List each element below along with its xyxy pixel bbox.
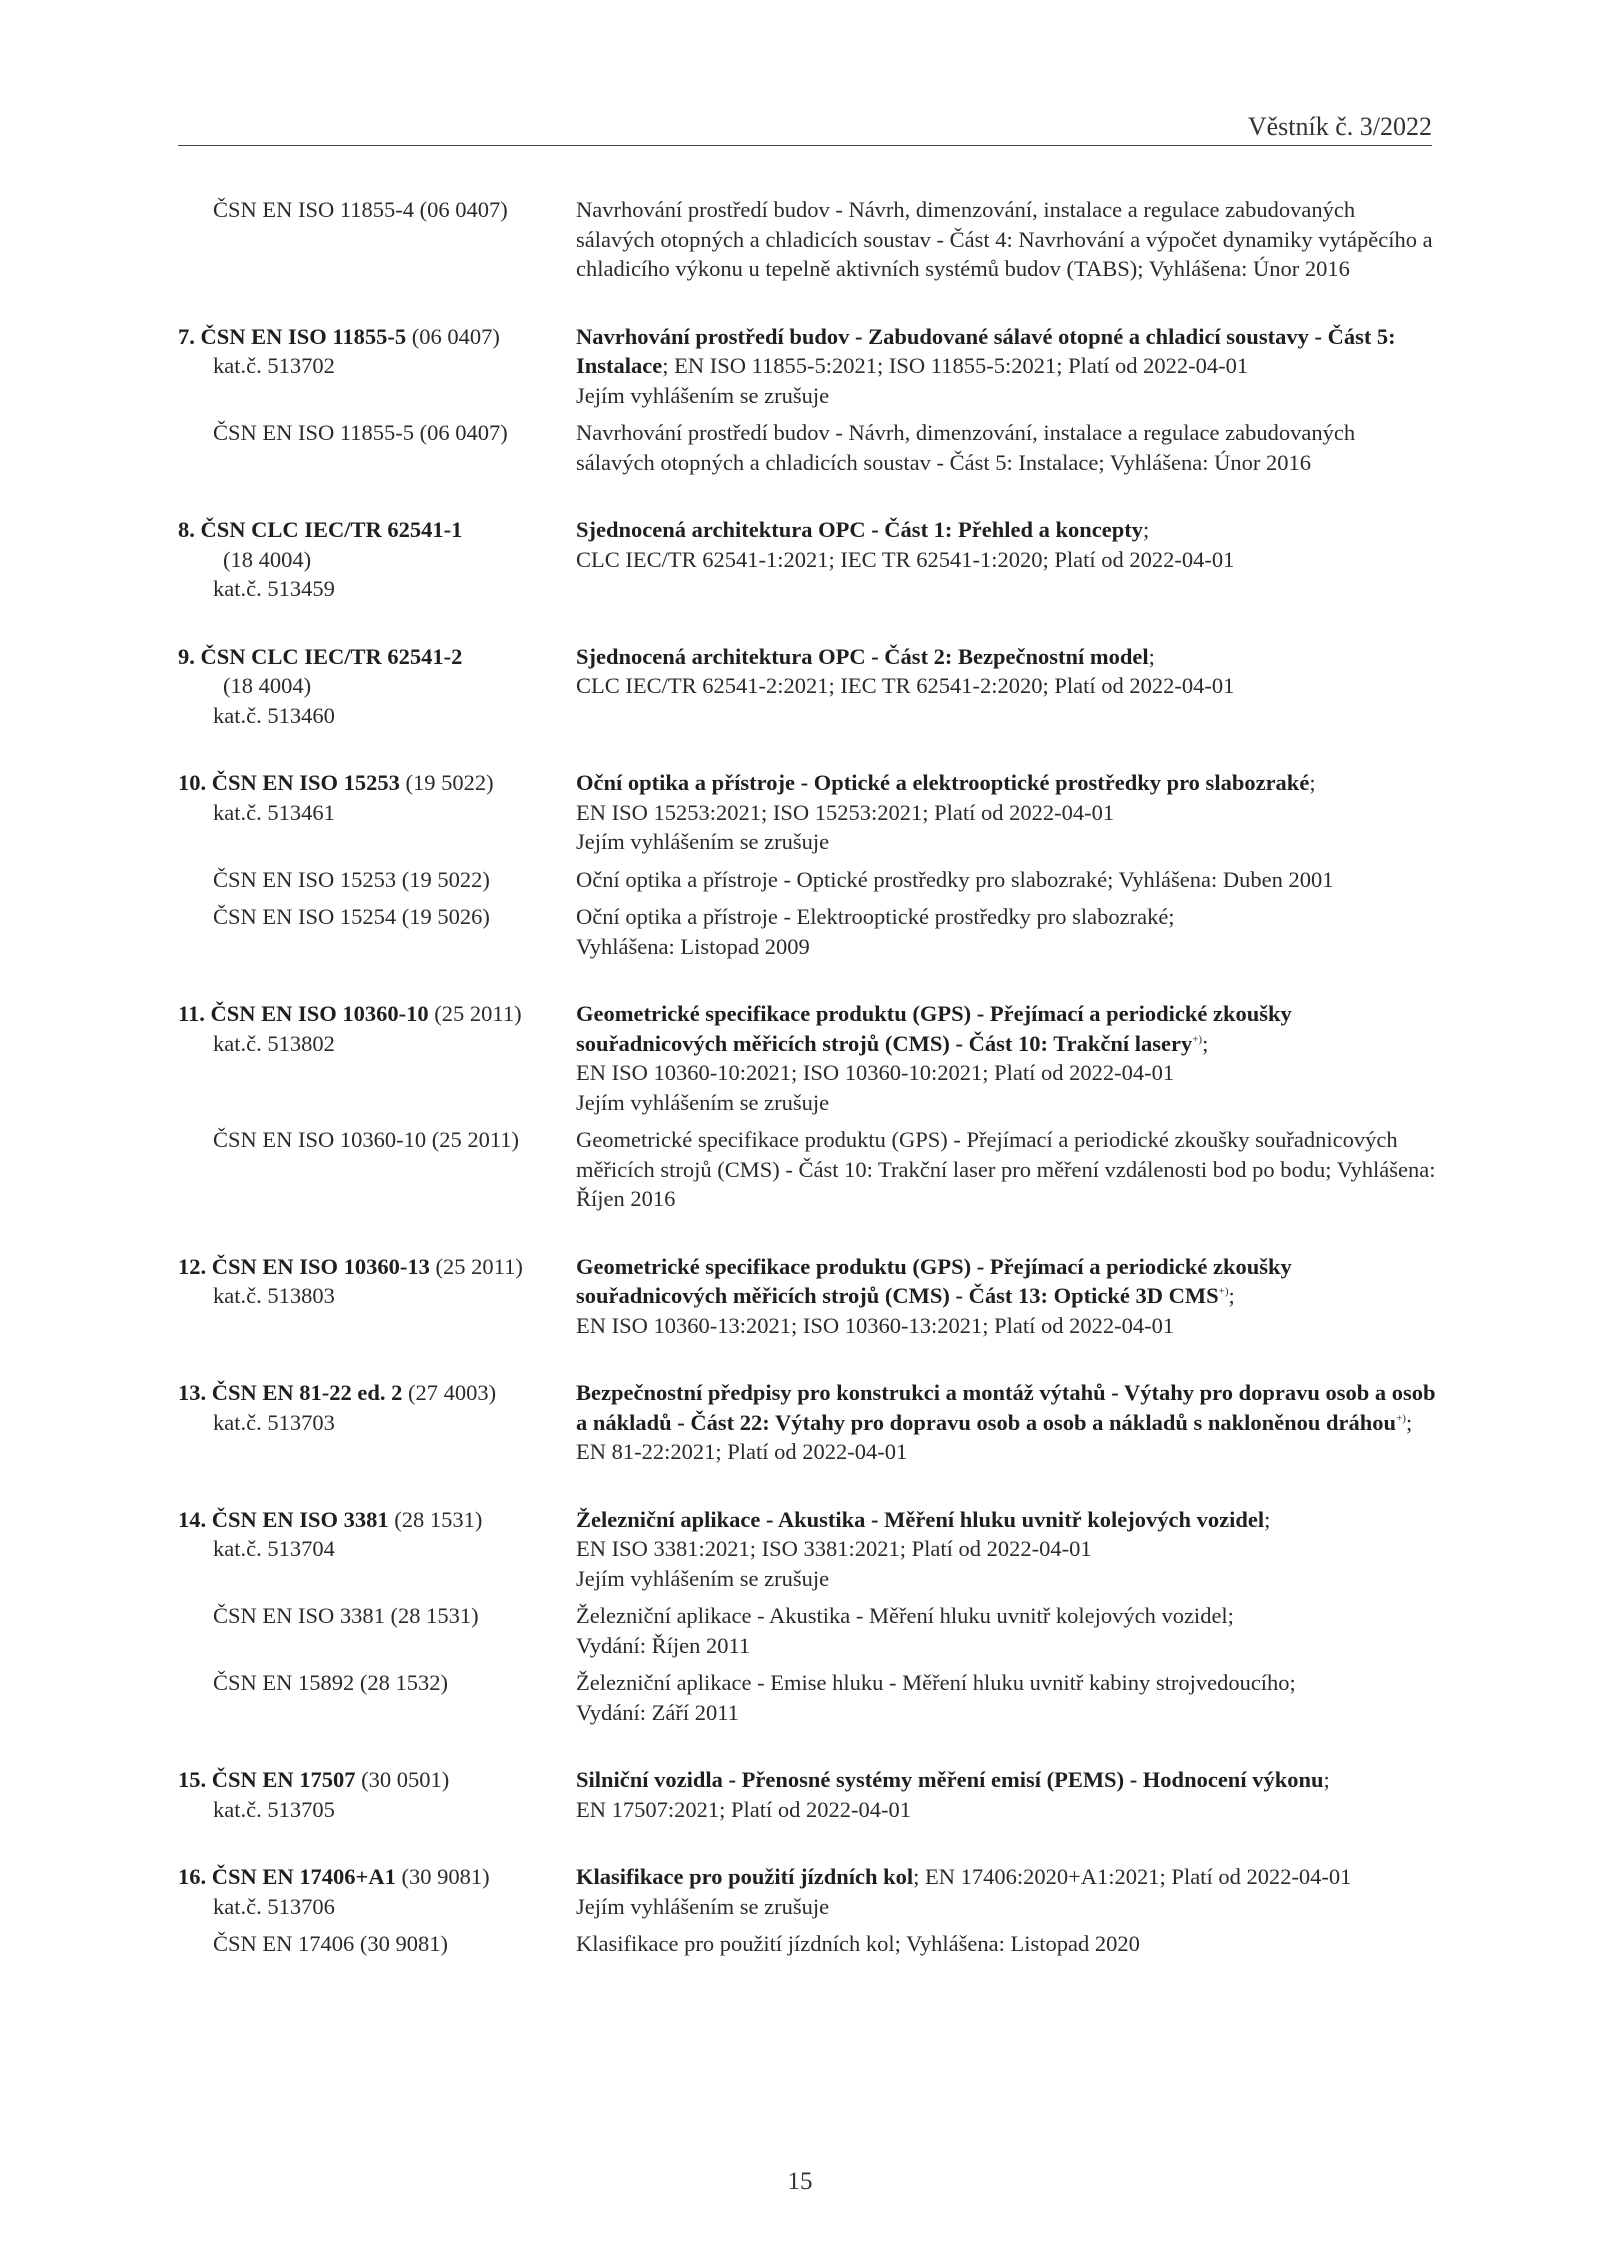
- standard-identifier: [178, 1765, 576, 1824]
- entry-number: 16.: [178, 1864, 207, 1889]
- description-line: EN ISO 15253:2021; ISO 15253:2021; Platí od 2022-04-01: [576, 799, 1115, 825]
- standard-identifier: [178, 195, 576, 225]
- description-line: Geometrické specifikace produktu (GPS) - Přejímací a periodické zkoušky souřadnicových měřicích strojů (CMS) - Část 10: Trakční laser pro měření vzdálenosti bod po bodu; Vyhlášena: Říjen 2016: [576, 1127, 1436, 1211]
- standard-class: (25 2011): [429, 1253, 523, 1279]
- identifier-line: [178, 1765, 576, 1795]
- footnote-marker: +): [1218, 1285, 1229, 1298]
- standard-details: ;: [1323, 1767, 1330, 1792]
- standard-description: [576, 1125, 1438, 1214]
- identifier-line: [178, 768, 576, 798]
- entry-number: 9.: [178, 643, 195, 669]
- identifier-line: kat.č. 513704: [213, 1536, 335, 1561]
- entry-number: 14.: [178, 1506, 207, 1532]
- description-line: Železniční aplikace - Emise hluku - Měření hluku uvnitř kabiny strojvedoucího;: [576, 1670, 1296, 1695]
- superseded-row: [178, 865, 1438, 895]
- identifier-line: ČSN EN ISO 3381 (28 1531): [213, 1603, 479, 1628]
- standard-title: Navrhování prostředí budov - Zabudované sálavé otopné a chladicí soustavy - Část 5: Instalace: [576, 323, 1396, 378]
- standard-title: Klasifikace pro použití jízdních kol: [576, 1864, 914, 1889]
- identifier-line: [178, 322, 576, 352]
- standard-description: [576, 768, 1438, 857]
- entry-number: 12.: [178, 1253, 207, 1279]
- entry-number: 13.: [178, 1380, 207, 1405]
- bulletin-title: Věstník č. 3/2022: [1247, 112, 1432, 141]
- superseded-row: [178, 1601, 1438, 1660]
- description-line: CLC IEC/TR 62541-1:2021; IEC TR 62541-1:2020; Platí od 2022-04-01: [576, 546, 1235, 572]
- standard-identifier: [178, 1929, 576, 1959]
- description-line: [576, 1505, 1438, 1535]
- description-line: Oční optika a přístroje - Optické prostředky pro slabozraké; Vyhlášena: Duben 2001: [576, 866, 1334, 892]
- entry-number: 8.: [178, 517, 195, 542]
- superseded-row: [178, 1929, 1438, 1959]
- description-line: Jejím vyhlášením se zrušuje: [576, 382, 830, 408]
- identifier-line: ČSN EN ISO 10360-10 (25 2011): [213, 1127, 520, 1152]
- page-number: 15: [787, 2168, 813, 2195]
- description-line: [576, 999, 1438, 1058]
- standard-details: ;: [1228, 1283, 1235, 1308]
- standard-description: [576, 515, 1438, 574]
- standard-description: [576, 322, 1438, 411]
- identifier-line: [178, 999, 576, 1029]
- identifier-line: [178, 1505, 576, 1535]
- standard-title: Bezpečnostní předpisy pro konstrukci a montáž výtahů - Výtahy pro dopravu osob a osob a nákladů - Část 22: Výtahy pro dopravu osob a osob a nákladů s nakloněnou dráhou: [576, 1380, 1436, 1435]
- standard-identifier: [178, 1125, 576, 1155]
- standard-description: [576, 999, 1438, 1117]
- superseded-row: [178, 902, 1438, 961]
- identifier-line: ČSN EN ISO 11855-5 (06 0407): [213, 420, 508, 445]
- standard-title: Oční optika a přístroje - Optické a elektrooptické prostředky pro slabozraké: [576, 770, 1310, 795]
- description-line: Železniční aplikace - Akustika - Měření hluku uvnitř kolejových vozidel;: [576, 1603, 1234, 1628]
- page-header: [178, 112, 1432, 146]
- description-line: [576, 642, 1438, 672]
- standard-code: ČSN EN ISO 3381: [211, 1506, 389, 1532]
- standard-class: (30 9081): [395, 1864, 490, 1889]
- description-line: Vydání: Září 2011: [576, 1699, 739, 1725]
- standard-identifier: [178, 1505, 576, 1564]
- footnote-marker: +): [1192, 1033, 1203, 1045]
- standard-identifier: [178, 1252, 576, 1311]
- identifier-line: ČSN EN ISO 11855-4 (06 0407): [213, 197, 508, 222]
- standard-details: ; EN 17406:2020+A1:2021; Platí od 2022-04-01: [913, 1864, 1352, 1889]
- entry-main-row: [178, 1505, 1438, 1594]
- standard-identifier: [178, 1668, 576, 1698]
- standard-description: [576, 642, 1438, 701]
- standard-code: ČSN CLC IEC/TR 62541-1: [200, 517, 463, 542]
- standard-description: [576, 418, 1438, 477]
- entry-main-row: [178, 515, 1438, 604]
- standard-entry: [178, 1378, 1438, 1467]
- description-line: Navrhování prostředí budov - Návrh, dimenzování, instalace a regulace zabudovaných sálavých otopných a chladicích soustav - Část 5: Instalace; Vyhlášena: Únor 2016: [576, 420, 1356, 475]
- entry-main-row: [178, 1765, 1438, 1824]
- standard-code: ČSN EN 17507: [211, 1767, 356, 1792]
- identifier-line: (18 4004): [223, 546, 312, 572]
- identifier-line: kat.č. 513702: [213, 353, 335, 378]
- description-line: Jejím vyhlášením se zrušuje: [576, 1089, 830, 1115]
- standard-code: ČSN CLC IEC/TR 62541-2: [200, 643, 463, 669]
- footnote-marker: +): [1396, 1412, 1406, 1424]
- standard-description: [576, 1929, 1438, 1959]
- entry-number: 11.: [178, 1001, 205, 1026]
- standard-class: (30 0501): [355, 1767, 450, 1792]
- standard-description: [576, 195, 1438, 284]
- description-line: [576, 1252, 1438, 1311]
- standard-description: [576, 1505, 1438, 1594]
- standard-class: (06 0407): [406, 323, 500, 349]
- standard-identifier: [178, 1862, 576, 1921]
- description-line: EN 17507:2021; Platí od 2022-04-01: [576, 1796, 911, 1822]
- standard-identifier: [178, 322, 576, 381]
- standard-description: [576, 1252, 1438, 1341]
- entry-main-row: [178, 195, 1438, 284]
- entry-main-row: [178, 1862, 1438, 1921]
- identifier-line: kat.č. 513459: [213, 576, 335, 601]
- superseded-row: [178, 418, 1438, 477]
- entry-main-row: [178, 768, 1438, 857]
- standard-code: ČSN EN ISO 10360-13: [211, 1253, 430, 1279]
- standard-identifier: [178, 418, 576, 448]
- identifier-line: ČSN EN ISO 15254 (19 5026): [213, 904, 490, 929]
- standard-entry: [178, 768, 1438, 961]
- standard-title: Geometrické specifikace produktu (GPS) - Přejímací a periodické zkoušky souřadnicových měřicích strojů (CMS) - Část 10: Trakční lasery: [576, 1001, 1292, 1056]
- standard-identifier: [178, 902, 576, 932]
- description-line: CLC IEC/TR 62541-2:2021; IEC TR 62541-2:2020; Platí od 2022-04-01: [576, 673, 1235, 698]
- entry-main-row: [178, 642, 1438, 731]
- standard-entry: [178, 322, 1438, 478]
- description-line: Jejím vyhlášením se zrušuje: [576, 1565, 830, 1591]
- standard-identifier: [178, 1601, 576, 1631]
- standards-list: [178, 195, 1438, 1997]
- description-line: [576, 1765, 1438, 1795]
- description-line: EN ISO 10360-13:2021; ISO 10360-13:2021; Platí od 2022-04-01: [576, 1312, 1175, 1338]
- entry-number: 7.: [178, 323, 195, 349]
- standard-details: ;: [1309, 770, 1316, 795]
- standard-identifier: [178, 1378, 576, 1437]
- entry-number: 15.: [178, 1767, 207, 1792]
- standard-entry: [178, 1505, 1438, 1728]
- identifier-line: kat.č. 513803: [213, 1283, 335, 1308]
- description-line: Vyhlášena: Listopad 2009: [576, 933, 810, 959]
- standard-details: ;: [1202, 1030, 1209, 1056]
- standard-entry: [178, 1765, 1438, 1824]
- identifier-line: [178, 1378, 576, 1408]
- identifier-line: kat.č. 513706: [213, 1893, 335, 1919]
- identifier-line: [178, 1252, 576, 1282]
- identifier-line: kat.č. 513802: [213, 1030, 335, 1056]
- superseded-row: [178, 1668, 1438, 1727]
- standard-entry: [178, 1862, 1438, 1959]
- description-line: Klasifikace pro použití jízdních kol; Vyhlášena: Listopad 2020: [576, 1931, 1140, 1956]
- description-line: [576, 768, 1438, 798]
- standard-code: ČSN EN ISO 15253: [211, 770, 400, 795]
- identifier-line: ČSN EN 15892 (28 1532): [213, 1670, 448, 1695]
- standard-identifier: [178, 515, 576, 604]
- standard-title: Sjednocená architektura OPC - Část 2: Bezpečnostní model: [576, 643, 1149, 669]
- description-line: Vydání: Říjen 2011: [576, 1632, 751, 1658]
- description-line: Navrhování prostředí budov - Návrh, dimenzování, instalace a regulace zabudovaných sálavých otopných a chladicích soustav - Část 4: Navrhování a výpočet dynamiky vytápěcího a chladicího výkonu u tepelně aktivních systémů budov (TABS); Vyhlášena: Únor 2016: [576, 197, 1433, 281]
- identifier-line: ČSN EN ISO 15253 (19 5022): [213, 866, 490, 892]
- standard-details: ;: [1148, 643, 1155, 669]
- identifier-line: kat.č. 513461: [213, 799, 335, 825]
- entry-main-row: [178, 322, 1438, 411]
- standard-code: ČSN EN 81-22 ed. 2: [211, 1380, 403, 1405]
- standard-code: ČSN EN 17406+A1: [211, 1864, 396, 1889]
- standard-identifier: [178, 642, 576, 731]
- standard-description: [576, 1862, 1438, 1921]
- standard-entry: [178, 1252, 1438, 1341]
- identifier-line: kat.č. 513460: [213, 702, 335, 728]
- standard-entry: [178, 642, 1438, 731]
- standard-entry: [178, 195, 1438, 284]
- identifier-line: ČSN EN 17406 (30 9081): [213, 1931, 448, 1956]
- standard-entry: [178, 999, 1438, 1214]
- description-line: Jejím vyhlášením se zrušuje: [576, 1893, 830, 1919]
- superseded-row: [178, 1125, 1438, 1214]
- standard-title: Geometrické specifikace produktu (GPS) - Přejímací a periodické zkoušky souřadnicových měřicích strojů (CMS) - Část 13: Optické 3D CMS: [576, 1253, 1292, 1308]
- description-line: [576, 515, 1438, 545]
- description-line: EN ISO 10360-10:2021; ISO 10360-10:2021; Platí od 2022-04-01: [576, 1060, 1175, 1085]
- standard-details: ;: [1264, 1506, 1271, 1532]
- entry-main-row: [178, 1378, 1438, 1467]
- standard-code: ČSN EN ISO 11855-5: [200, 323, 407, 349]
- identifier-line: [178, 642, 576, 672]
- standard-title: Sjednocená architektura OPC - Část 1: Přehled a koncepty: [576, 517, 1144, 542]
- standard-description: [576, 902, 1438, 961]
- standard-description: [576, 1668, 1438, 1727]
- standard-description: [576, 1765, 1438, 1824]
- standard-identifier: [178, 768, 576, 827]
- standard-class: (25 2011): [428, 1001, 522, 1026]
- standard-details: ;: [1143, 517, 1150, 542]
- identifier-line: kat.č. 513705: [213, 1796, 335, 1822]
- standard-description: [576, 1378, 1438, 1467]
- standard-details: ; EN ISO 11855-5:2021; ISO 11855-5:2021; Platí od 2022-04-01: [662, 353, 1249, 378]
- identifier-line: (18 4004): [223, 673, 312, 698]
- standard-class: (27 4003): [402, 1380, 497, 1405]
- standard-identifier: [178, 865, 576, 895]
- description-line: EN ISO 3381:2021; ISO 3381:2021; Platí od 2022-04-01: [576, 1536, 1092, 1561]
- standard-title: Železniční aplikace - Akustika - Měření hluku uvnitř kolejových vozidel: [576, 1506, 1265, 1532]
- description-line: Oční optika a přístroje - Elektrooptické prostředky pro slabozraké;: [576, 904, 1175, 929]
- description-line: [576, 322, 1438, 381]
- standard-title: Silniční vozidla - Přenosné systémy měření emisí (PEMS) - Hodnocení výkonu: [576, 1767, 1324, 1792]
- standard-identifier: [178, 999, 576, 1058]
- standard-entry: [178, 515, 1438, 604]
- description-line: [576, 1862, 1438, 1892]
- description-line: Jejím vyhlášením se zrušuje: [576, 829, 830, 854]
- description-line: [576, 1378, 1438, 1467]
- identifier-line: [178, 1862, 576, 1892]
- standard-description: [576, 865, 1438, 895]
- standard-description: [576, 1601, 1438, 1660]
- standard-class: (28 1531): [388, 1506, 483, 1532]
- identifier-line: kat.č. 513703: [213, 1409, 335, 1435]
- standard-class: (19 5022): [399, 770, 494, 795]
- standard-details: ; EN 81-22:2021; Platí od 2022-04-01: [576, 1409, 1413, 1464]
- entry-number: 10.: [178, 770, 207, 795]
- entry-main-row: [178, 999, 1438, 1117]
- entry-main-row: [178, 1252, 1438, 1341]
- identifier-line: [178, 515, 576, 545]
- standard-code: ČSN EN ISO 10360-10: [210, 1001, 429, 1026]
